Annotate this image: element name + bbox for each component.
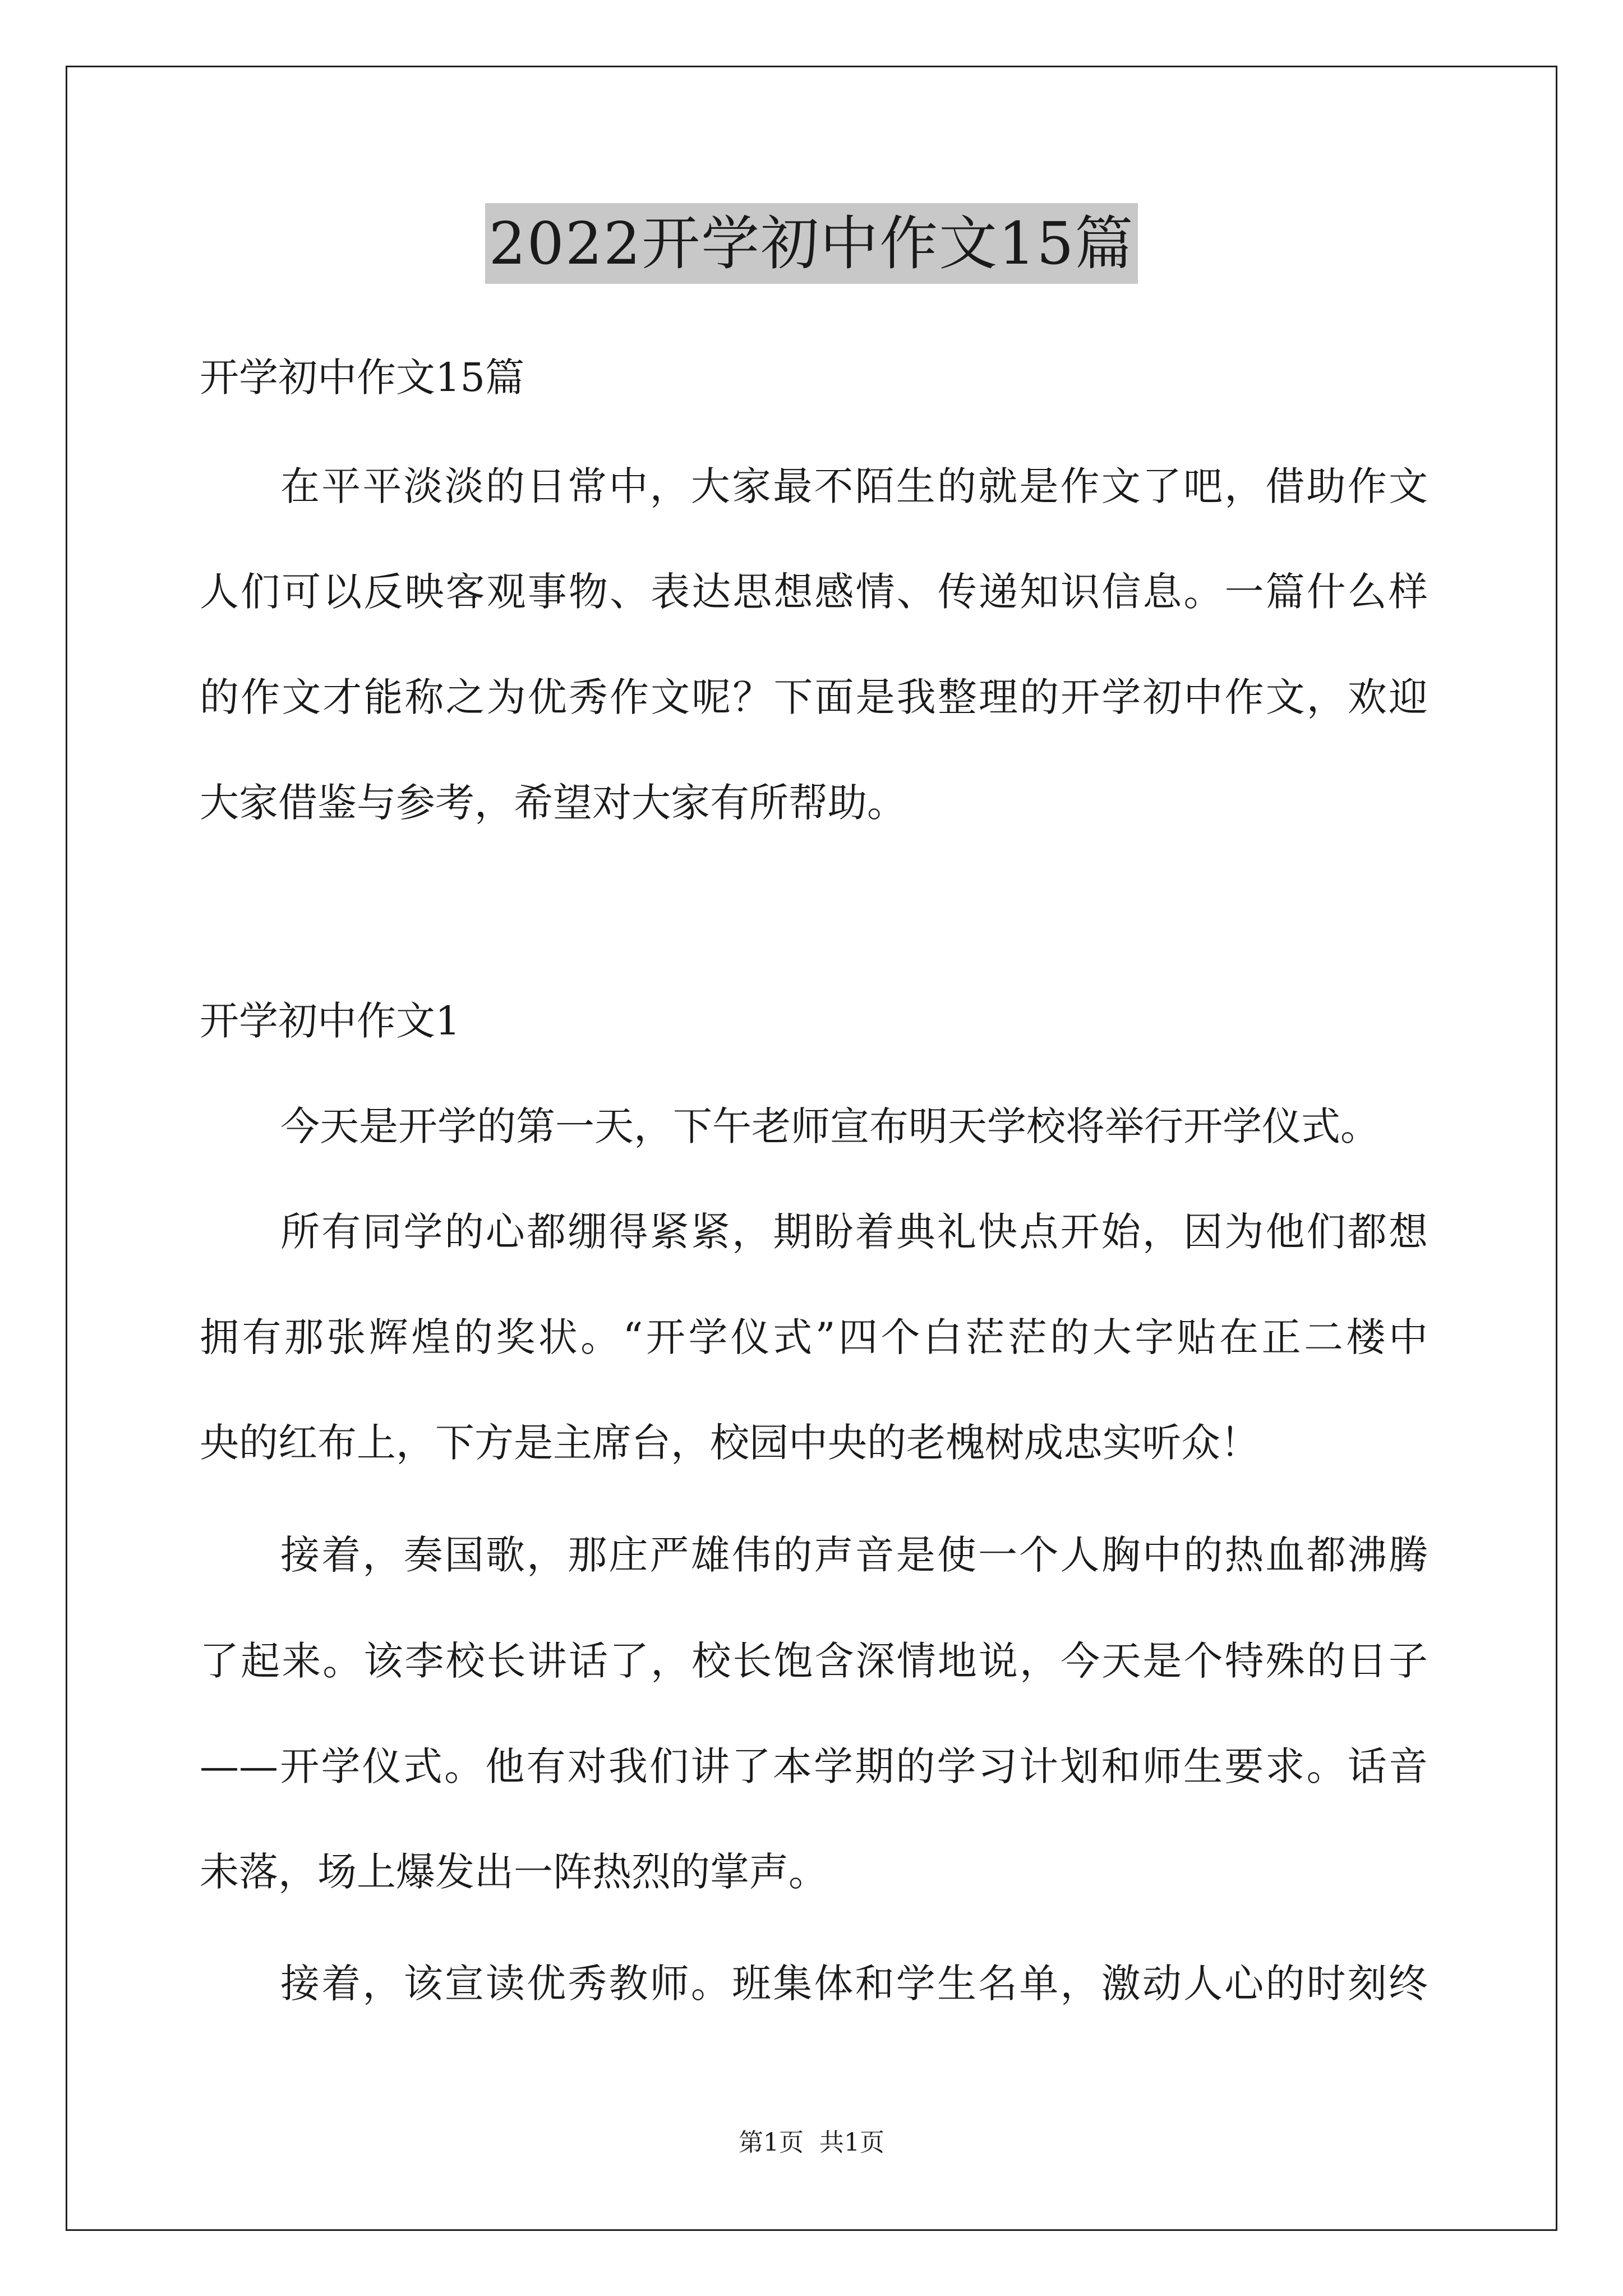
document-title: 2022开学初中作文15篇 — [485, 203, 1137, 284]
document-subtitle: 开学初中作文15篇 — [200, 355, 525, 401]
body-line-5: 接着，奏国歌，那庄严雄伟的声音是使一个人胸中的热血都沸腾 — [280, 1532, 1428, 1578]
page-total: 共1页 — [819, 2128, 884, 2157]
intro-line-3: 的作文才能称之为优秀作文呢？下面是我整理的开学初中作文，欢迎 — [200, 674, 1428, 720]
body-line-6: 了起来。该李校长讲话了，校长饱含深情地说，今天是个特殊的日子 — [200, 1638, 1428, 1684]
section-heading: 开学初中作文1 — [200, 998, 460, 1044]
title-container — [0, 203, 1623, 284]
body-line-9: 接着，该宣读优秀教师。班集体和学生名单，激动人心的时刻终 — [280, 1961, 1428, 2007]
intro-line-1: 在平平淡淡的日常中，大家最不陌生的就是作文了吧，借助作文 — [280, 463, 1428, 509]
body-line-1: 今天是开学的第一天，下午老师宣布明天学校将举行开学仪式。 — [280, 1103, 1380, 1149]
intro-line-2: 人们可以反映客观事物、表达思想感情、传递知识信息。一篇什么样 — [200, 569, 1428, 615]
body-line-2: 所有同学的心都绷得紧紧，期盼着典礼快点开始，因为他们都想 — [280, 1209, 1428, 1255]
intro-line-4: 大家借鉴与参考，希望对大家有所帮助。 — [200, 780, 906, 826]
body-line-4: 央的红布上，下方是主席台，校园中央的老槐树成忠实听众！ — [200, 1420, 1260, 1466]
page-number: 第1页 — [739, 2128, 804, 2157]
body-line-3: 拥有那张辉煌的奖状。“开学仪式”四个白茫茫的大字贴在正二楼中 — [200, 1314, 1428, 1360]
page-footer — [0, 2127, 1623, 2159]
body-line-8: 未落，场上爆发出一阵热烈的掌声。 — [200, 1849, 828, 1895]
body-line-7: ——开学仪式。他有对我们讲了本学期的学习计划和师生要求。话音 — [200, 1743, 1428, 1789]
